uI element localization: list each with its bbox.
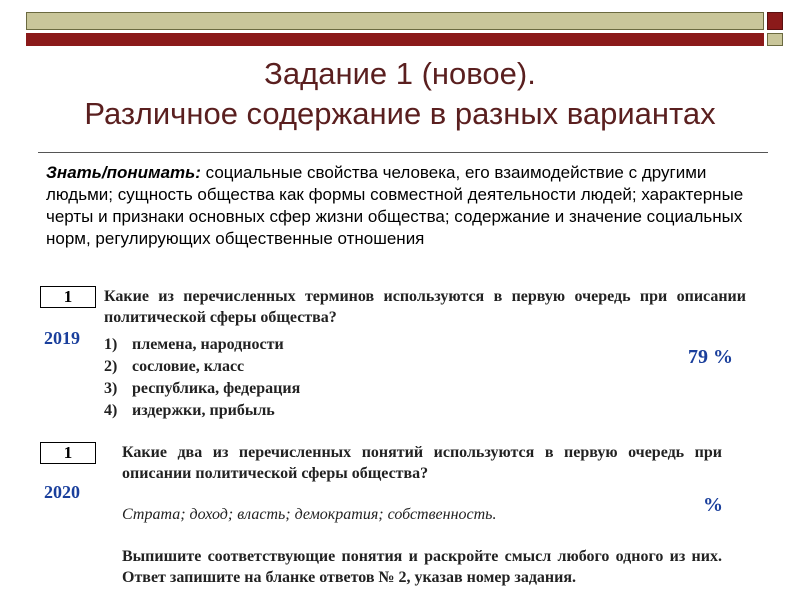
option-4: 4) издержки, прибыль bbox=[104, 402, 275, 419]
percent-2019: 79 % bbox=[688, 346, 733, 368]
options-list-2019 bbox=[104, 334, 300, 422]
slide-title bbox=[0, 54, 800, 134]
task-number-box-2019: 1 bbox=[40, 286, 96, 308]
terms-list-2020: Страта; доход; власть; демократия; собственность. bbox=[122, 506, 497, 523]
title-divider bbox=[38, 152, 768, 153]
title-line-1: Задание 1 (новое). bbox=[264, 56, 536, 91]
percent-2020: % bbox=[703, 494, 723, 516]
option-2: 2) сословие, класс bbox=[104, 358, 245, 375]
year-2020: 2020 bbox=[44, 482, 80, 502]
top-bar-olive bbox=[26, 12, 764, 30]
year-2019: 2019 bbox=[44, 328, 80, 348]
know-text: социальные свойства человека, его взаимодействие с другими людьми; сущность общества как формы совместной деятельности людей; характерные черты и признаки основных сфер жизни общества; содержание и значение социальных норм, регулирующих общественные отношения bbox=[46, 163, 744, 248]
option-1: 1) племена, народности bbox=[104, 336, 284, 353]
option-3: 3) республика, федерация bbox=[104, 380, 301, 397]
corner-square-olive bbox=[767, 33, 783, 46]
question-2019: Какие из перечисленных терминов используются в первую очередь при описании политической сферы общества? bbox=[104, 288, 746, 326]
task-number-box-2020: 1 bbox=[40, 442, 96, 464]
question-2020: Какие два из перечисленных понятий используются в первую очередь при описании политической сферы общества? bbox=[122, 444, 722, 482]
know-understand-paragraph bbox=[46, 162, 746, 250]
corner-square-red bbox=[767, 12, 783, 30]
instruction-2020: Выпишите соответствующие понятия и раскройте смысл любого одного из них. Ответ запишите на бланке ответов № 2, указав номер задания. bbox=[122, 548, 722, 586]
top-bar-red bbox=[26, 33, 764, 46]
title-line-2: Различное содержание в разных вариантах bbox=[84, 96, 716, 131]
know-label: Знать/понимать: bbox=[46, 163, 201, 182]
